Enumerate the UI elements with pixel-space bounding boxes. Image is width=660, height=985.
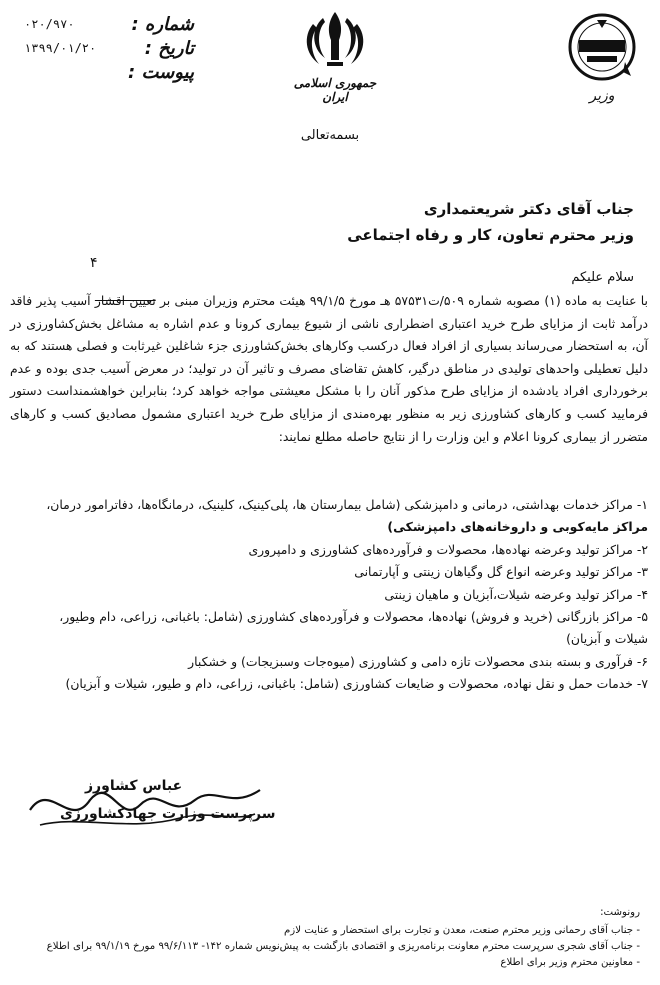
list-item: ۳- مراکز تولید وعرضه انواع گل وگیاهان زینتی و آپارتمانی — [354, 564, 648, 580]
body-intro: با عنایت به ماده (۱) مصوبه شماره ۵۰۹/ت۵۷۵۳۱ هـ مورخ ۹۹/۱/۵ هیئت محترم وزیران مبنی بر — [159, 293, 648, 308]
body-rest: آسیب پذیر فاقد درآمد ثابت از مزایای طرح خرید اعتباری اضطراری ناشی از شیوع بیماری کرونا و عدم اشاره به مشاغل بخش‌کشاورزی در آن، به استحضار می‌رساند بسیاری از افراد فعال درکسب وکارهای بخش‌کشاورزی جزء شاغلین غیرثابت و فصلی هستند که به دلیل تعطیلی واحدهای تولیدی در مناطق درگیر، کاهش تقاضای مصرف و تاثیر آن در تولید؛ در معرض آسیب جدی بوده و عدم برخورداری افراد یادشده از مزایای طرح مذکور آنان را با مشکل معیشتی مواجه خواهد کرد؛ بنابراین خواهشمنداست دستور فرمایید کسب و کارهای کشاورزی زیر به منظور بهره‌مندی از مزایای طرح خرید اعتباری مشمول مصادیق کسب و کارهای متضرر از بیماری کرونا اعلام و این وزارت را از نتایج حاصله مطلع نمایند: — [10, 293, 648, 444]
emblem-icon — [303, 10, 367, 68]
letter-meta — [24, 12, 194, 84]
salutation: سلام علیکم — [571, 270, 634, 285]
date-label: تاریخ : — [144, 37, 194, 59]
attachment-label: پیوست : — [128, 61, 194, 83]
signatory-title: سرپرست وزارت جهادکشاورزی — [60, 806, 276, 822]
recipient-block — [347, 196, 634, 248]
attachment-row — [24, 60, 194, 84]
letter-body — [10, 290, 648, 448]
handwritten-annotation: ۴ — [90, 255, 98, 271]
cc-label: رونوشت: — [600, 907, 640, 918]
list-item: ۴- مراکز تولید وعرضه شیلات،آبزیان و ماهیان زینتی — [384, 586, 648, 602]
cc-line: - جناب آقای رحمانی وزیر محترم صنعت، معدن و تجارت برای استحضار و عنایت لازم — [284, 925, 640, 936]
national-emblem — [285, 10, 385, 104]
list-item: ۲- مراکز تولید وعرضه نهاده‌ها، محصولات و فرآورده‌های کشاورزی و دامپروری — [248, 541, 648, 557]
number-label: شماره : — [131, 13, 194, 35]
date-value: ۱۳۹۹/۰۱/۲۰ — [24, 41, 97, 55]
body-struck-text: تعیین اقشار — [94, 293, 156, 308]
cc-line: - جناب آقای شجری سرپرست محترم معاونت برنامه‌ریزی و اقتصادی بازگشت به پیش‌نویس شماره ۱۴۲- ۹۹/۶/۱۱۳ مورخ ۹۹/۱/۱۹ برای اطلاع — [46, 941, 640, 952]
emblem-caption: جمهوری اسلامی ایران — [293, 76, 377, 104]
business-list — [10, 494, 648, 696]
recipient-title: وزیر محترم تعاون، کار و رفاه اجتماعی — [347, 226, 634, 244]
list-item: ۵- مراکز بازرگانی (خرید و فروش) نهاده‌ها، محصولات و فرآورده‌های کشاورزی (شامل: باغبانی، زراعی، دام وطیور، — [59, 609, 648, 625]
list-item: مراکز مایه‌کوبی و داروخانه‌های دامپزشکی) — [387, 519, 648, 535]
bismillah-heading: بسمه‌تعالی — [300, 128, 360, 143]
list-item: ۷- خدمات حمل و نقل نهاده، محصولات و ضایعات کشاورزی (شامل: باغبانی، زراعی، دام و طیور، شیلات و آبزیان) — [65, 676, 648, 692]
cc-line: - معاونین محترم وزیر برای اطلاع — [500, 957, 640, 968]
logo-caption: وزیر — [589, 88, 615, 104]
recipient-name: جناب آقای دکتر شریعتمداری — [423, 200, 634, 218]
number-row — [24, 12, 194, 36]
list-item: شیلات و آبزیان) — [566, 631, 648, 647]
carbon-copy-block — [10, 905, 640, 971]
list-item: ۶- فرآوری و بسته بندی محصولات تازه دامی و کشاورزی (میوه‌جات وسبزیجات) و خشکبار — [188, 653, 648, 669]
number-value: ۰۲۰/۹۷۰ — [24, 17, 75, 31]
ministry-logo — [560, 12, 644, 104]
date-row — [24, 36, 194, 60]
list-item: ۱- مراکز خدمات بهداشتی، درمانی و دامپزشکی (شامل بیمارستان ها، پلی‌کینیک، کلینیک، درمانگاه‌ها، دفاترامور درمان، — [46, 497, 648, 512]
ministry-seal-icon — [567, 12, 637, 82]
signatory-name: عباس کشاورز — [85, 778, 183, 794]
